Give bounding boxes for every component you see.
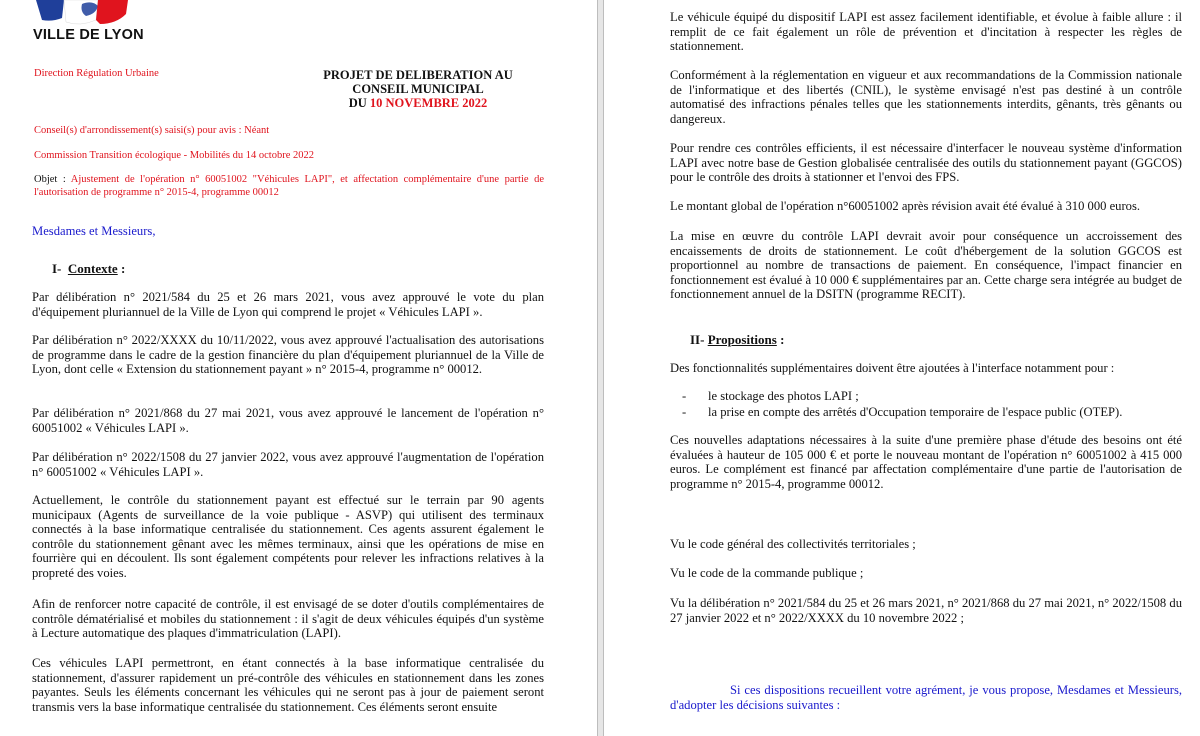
closing-paragraph: Si ces dispositions recueillent votre agrément, je vous propose, Mesdames et Messieurs, d'adopter les décisions suivantes : xyxy=(670,683,1182,712)
paragraph: Par délibération n° 2022/1508 du 27 janvier 2022, vous avez approuvé l'augmentation de l'opération n° 60051002 « Véhicules LAPI ». xyxy=(32,450,544,479)
list-item xyxy=(682,405,1122,421)
direction-label: Direction Régulation Urbaine xyxy=(34,68,159,79)
objet-label: Objet : xyxy=(34,174,71,185)
section-colon: : xyxy=(776,332,785,347)
lyon-flag-emblem-icon xyxy=(36,0,128,28)
deliberation-title xyxy=(300,68,536,110)
bullet-dash: - xyxy=(682,389,687,403)
commission-note: Commission Transition écologique - Mobilités du 14 octobre 2022 xyxy=(34,150,314,161)
paragraph: Des fonctionnalités supplémentaires doivent être ajoutées à l'interface notamment pour : xyxy=(670,361,1115,375)
bullet-dash: - xyxy=(682,405,687,419)
vu-line: Vu le code général des collectivités territoriales ; xyxy=(670,537,916,551)
section-heading-propositions xyxy=(690,332,784,348)
vu-line: Vu le code de la commande publique ; xyxy=(670,566,864,580)
list-item-text: le stockage des photos LAPI ; xyxy=(708,389,859,403)
paragraph: Actuellement, le contrôle du stationnement payant est effectué sur le terrain par 90 agents municipaux (Agents de surveillance de la voie publique - ASVP) qui utilisent des terminaux connectés à la base informatique centralisée du stationnement. Ces agents assurent également le contrôle du stationnement gênant avec les mêmes terminaux, ainsi que les opérations de mise en fourrière qui en découlent. Ils sont également compétents pour relever les infractions relatives à la propreté des voies. xyxy=(32,493,544,580)
paragraph: Par délibération n° 2021/868 du 27 mai 2021, vous avez approuvé le lancement de l'opération n° 60051002 « Véhicules LAPI ». xyxy=(32,406,544,435)
paragraph: Conformément à la réglementation en vigueur et aux recommandations de la Commission nationale de l'informatique et des libertés (CNIL), le système envisagé n'est pas destiné à un contrôle automatisé des infractions pénales telles que les stationnements interdits, gênants, très gênants ou dangereux. xyxy=(670,68,1182,126)
section-title: Contexte xyxy=(67,261,118,276)
section-colon: : xyxy=(117,261,126,276)
title-line-2: CONSEIL MUNICIPAL xyxy=(352,82,484,96)
title-du: DU xyxy=(348,96,370,110)
list-item-text: la prise en compte des arrêtés d'Occupation temporaire de l'espace public (OTEP). xyxy=(708,405,1123,419)
page-divider xyxy=(597,0,604,736)
list-item xyxy=(682,389,859,405)
vu-line: Vu la délibération n° 2021/584 du 25 et 26 mars 2021, n° 2021/868 du 27 mai 2021, n° 2022/1508 du 27 janvier 2022 et n° 2022/XXXX du 10 novembre 2022 ; xyxy=(670,596,1182,625)
paragraph: Afin de renforcer notre capacité de contrôle, il est envisagé de se doter d'outils complémentaires de contrôle dématérialisé et mobiles du stationnement : il s'agit de deux véhicules équipés d'un système à Lecture automatique des plaques d'immatriculation (LAPI). xyxy=(32,597,544,641)
paragraph: Le véhicule équipé du dispositif LAPI est assez facilement identifiable, et évolue à faible allure : il remplit de ce fait également un rôle de prévention et d'incitation à respecter les règles de stationnement. xyxy=(670,10,1182,54)
objet-text: Ajustement de l'opération n° 60051002 "Véhicules LAPI", et affectation complémentaire d'une partie de l'autorisation de programme n° 2015-4, programme 00012 xyxy=(34,174,544,198)
arrondissement-note: Conseil(s) d'arrondissement(s) saisi(s) pour avis : Néant xyxy=(34,125,270,136)
paragraph: Ces véhicules LAPI permettront, en étant connectés à la base informatique centralisée du stationnement, d'assurer rapidement un pré-contrôle des véhicules en stationnement dans les zones payantes. Seuls les éléments concernant les véhicules qui ne seront pas à jour de paiement seront transmis vers la base informatique centralisée du stationnement. Ces éléments seront ensuite xyxy=(32,656,544,714)
title-line-1: PROJET DE DELIBERATION AU xyxy=(323,68,513,82)
paragraph: Ces nouvelles adaptations nécessaires à la suite d'une première phase d'étude des besoins ont été évaluées à hauteur de 105 000 € et porte le nouveau montant de l'opération n° 60051002 à 415 000 euros. Le complément est financé par affectation complémentaire d'une partie de l'autorisation de programme n° 2015-4, programme 00012. xyxy=(670,433,1182,491)
paragraph: Par délibération n° 2021/584 du 25 et 26 mars 2021, vous avez approuvé le vote du plan d'équipement pluriannuel de la Ville de Lyon qui comprend le projet « Véhicules LAPI ». xyxy=(32,290,544,319)
section-number: I- xyxy=(52,261,62,276)
section-number: II- xyxy=(690,332,705,347)
title-date: 10 NOVEMBRE 2022 xyxy=(369,96,488,110)
section-heading-contexte xyxy=(52,261,125,277)
salutation: Mesdames et Messieurs, xyxy=(32,224,156,238)
paragraph: Le montant global de l'opération n°60051002 après révision avait été évalué à 310 000 euros. xyxy=(670,199,1140,213)
objet-line xyxy=(34,173,544,199)
ville-de-lyon-logo xyxy=(33,0,144,48)
title-line-3 xyxy=(300,96,536,110)
paragraph: La mise en œuvre du contrôle LAPI devrait avoir pour conséquence un accroissement des encaissements de droits de stationnement. Le coût d'hébergement de la solution GGCOS est proportionnel au nombre de transactions de paiement. En conséquence, l'impact financier en fonctionnement est évalué à 10 000 € supplémentaires par an. Cette charge sera intégrée au budget de fonctionnement annuel de la DSITN (programme RECIT). xyxy=(670,229,1182,302)
document-page-left xyxy=(0,0,595,736)
section-title: Propositions xyxy=(707,332,777,347)
paragraph: Pour rendre ces contrôles efficients, il est nécessaire d'interfacer le nouveau système d'information LAPI avec notre base de Gestion globalisée centralisée des outils du stationnement payant (GGCOS) pour le contrôle des droits à stationner et l'envoi des FPS. xyxy=(670,141,1182,185)
paragraph: Par délibération n° 2022/XXXX du 10/11/2022, vous avez approuvé l'actualisation des autorisations de programme dans le cadre de la gestion financière du plan d'équipement pluriannuel de la Ville de Lyon, dont celle « Extension du stationnement payant » n° 2015-4, programme n° 00012. xyxy=(32,333,544,377)
logo-text: VILLE DE LYON xyxy=(33,27,144,43)
